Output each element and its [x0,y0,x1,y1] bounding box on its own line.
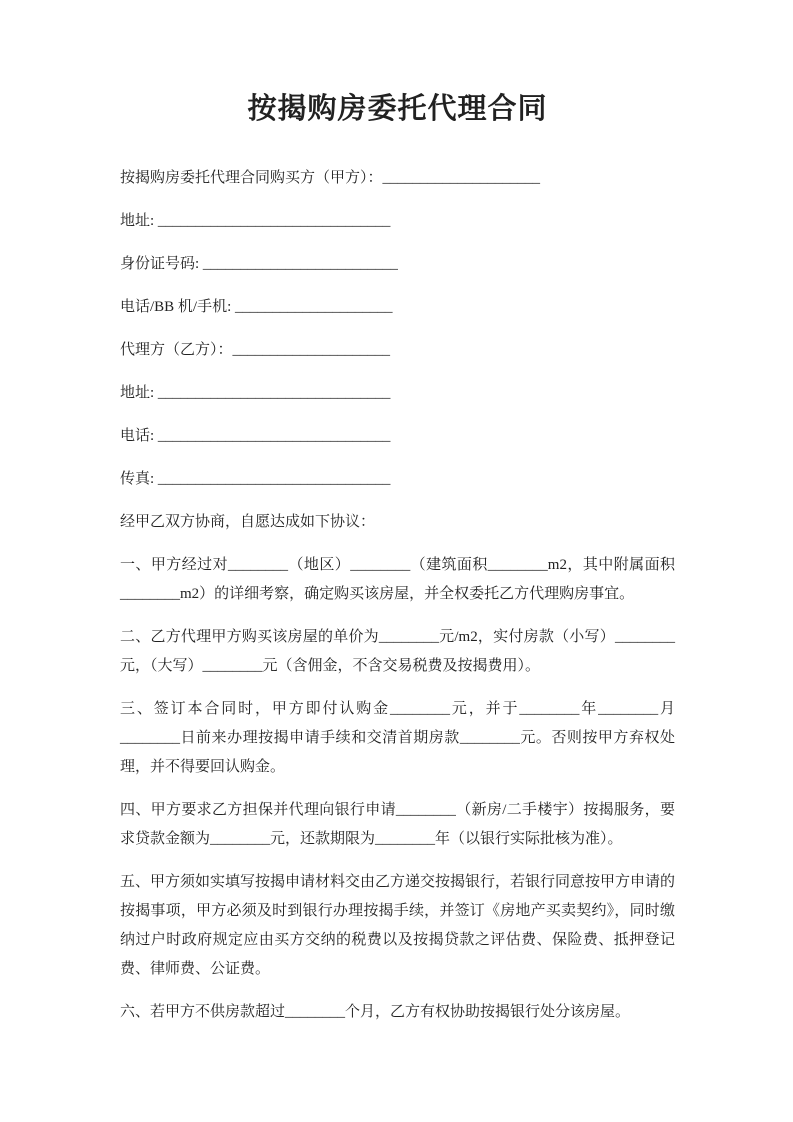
field-agent-blank: _____________________ [232,342,391,358]
field-id-number-label: 身份证号码: [120,256,203,272]
field-id-number [120,250,675,279]
intro-paragraph: 经甲乙双方协商，自愿达成如下协议： [120,514,376,530]
field-agent-address-blank: _______________________________ [157,385,391,401]
clause-6: 六、若甲方不供房款超过________个月，乙方有权协助按揭银行处分该房屋。 [120,1004,631,1020]
field-id-number-blank: __________________________ [202,256,398,272]
field-buyer-address-label: 地址: [120,213,158,229]
field-buyer-phone-blank: _____________________ [235,299,393,315]
field-buyer-address [120,207,675,236]
field-agent-phone [120,422,675,451]
field-fax-label: 传真: [120,471,158,487]
clause-4: 四、甲方要求乙方担保并代理向银行申请________（新房/二手楼宇）按揭服务，要求贷款金额为________元，还款期限为________年（以银行实际批核为准）。 [120,802,675,847]
field-fax [120,465,675,494]
field-agent-label: 代理方（乙方）： [120,342,233,358]
field-buyer-phone-label: 电话/BB 机/手机: [120,299,236,315]
document-title: 按揭购房委托代理合同 [247,93,548,125]
clause-3: 三、签订本合同时，甲方即付认购金________元，并于________年________月________日前来办理按揭申请手续和交清首期房款________元。否则按甲方弃权处理，并不得要回认购金。 [120,701,675,775]
clause-5: 五、甲方须如实填写按揭申请材料交由乙方递交按揭银行，若银行同意按甲方申请的按揭事项，甲方必须及时到银行办理按揭手续，并签订《房地产买卖契约》，同时缴纳过户时政府规定应由买方交纳的税费以及按揭贷款之评估费、保险费、抵押登记费、律师费、公证费。 [120,874,676,977]
field-agent-phone-label: 电话: [120,428,158,444]
field-agent-phone-blank: _______________________________ [157,428,391,444]
field-agent [120,336,675,365]
field-buyer-phone [120,293,675,322]
clause-1: 一、甲方经过对________（地区）________（建筑面积________m2，其中附属面积________m2）的详细考察，确定购买该房屋，并全权委托乙方代理购房事宜。 [120,557,675,602]
field-agent-address [120,379,675,408]
clause-2: 二、乙方代理甲方购买该房屋的单价为________元/m2，实付房款（小写）________元，（大写）________元（含佣金，不含交易税费及按揭费用）。 [120,629,675,674]
field-agent-address-label: 地址: [120,385,158,401]
field-buyer-address-blank: _______________________________ [157,213,391,229]
field-buyer-label: 按揭购房委托代理合同购买方（甲方）： [120,170,383,186]
field-buyer [120,164,675,193]
field-fax-blank: _______________________________ [157,471,391,487]
field-buyer-blank: _____________________ [382,170,541,186]
